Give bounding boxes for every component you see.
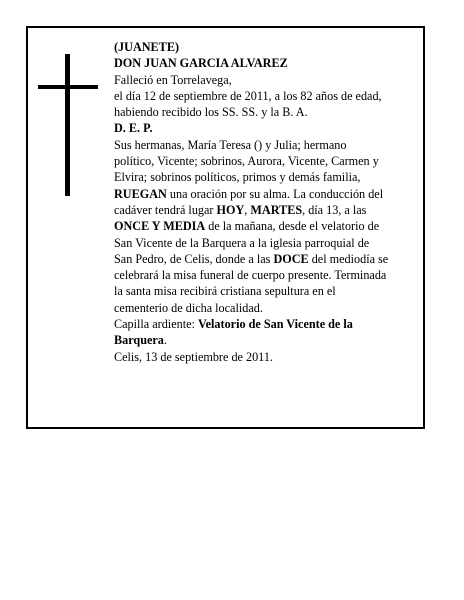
deceased-name: DON JUAN GARCIA ALVAREZ xyxy=(114,56,288,71)
family-line-3: Elvira; sobrinos políticos, primos y demás familia, xyxy=(114,170,361,185)
parish-line: San Pedro, de Celis, donde a las DOCE del mediodía se xyxy=(114,251,389,266)
closing-line-2: la santa misa recibirá cristiana sepultura en el xyxy=(114,284,336,299)
family-line-1: Sus hermanas, María Teresa () y Julia; hermano xyxy=(114,137,347,152)
ruegan-line: RUEGAN una oración por su alma. La conducción del xyxy=(114,186,384,201)
rest-in-peace: D. E. P. xyxy=(114,121,153,136)
deceased-nickname: (JUANETE) xyxy=(114,40,180,54)
conduction-line-1: cadáver tendrá lugar HOY, MARTES, día 13, a las xyxy=(114,202,367,217)
chapel-line-2: Barquera. xyxy=(114,333,167,348)
obituary-text xyxy=(114,39,420,365)
date-and-age-line-2: habiendo recibido los SS. SS. y la B. A. xyxy=(114,105,308,120)
family-line-2: político, Vicente; sobrinos, Aurora, Vicente, Carmen y xyxy=(114,154,379,169)
place-and-date: Celis, 13 de septiembre de 2011. xyxy=(114,349,273,364)
chapel-line-1: Capilla ardiente: Velatorio de San Vicente de la xyxy=(114,317,353,332)
route-line: San Vicente de la Barquera a la iglesia parroquial de xyxy=(114,235,370,250)
place-of-death: Falleció en Torrelavega, xyxy=(114,72,232,87)
cross-icon-bar xyxy=(38,85,98,89)
closing-line-1: celebrará la misa funeral de cuerpo presente. Terminada xyxy=(114,268,387,283)
date-and-age-line-1: el día 12 de septiembre de 2011, a los 82 años de edad, xyxy=(114,88,382,103)
closing-line-3: cementerio de dicha localidad. xyxy=(114,300,263,315)
conduction-line-2: ONCE Y MEDIA de la mañana, desde el velatorio de xyxy=(114,219,380,234)
cross-icon xyxy=(65,54,70,196)
